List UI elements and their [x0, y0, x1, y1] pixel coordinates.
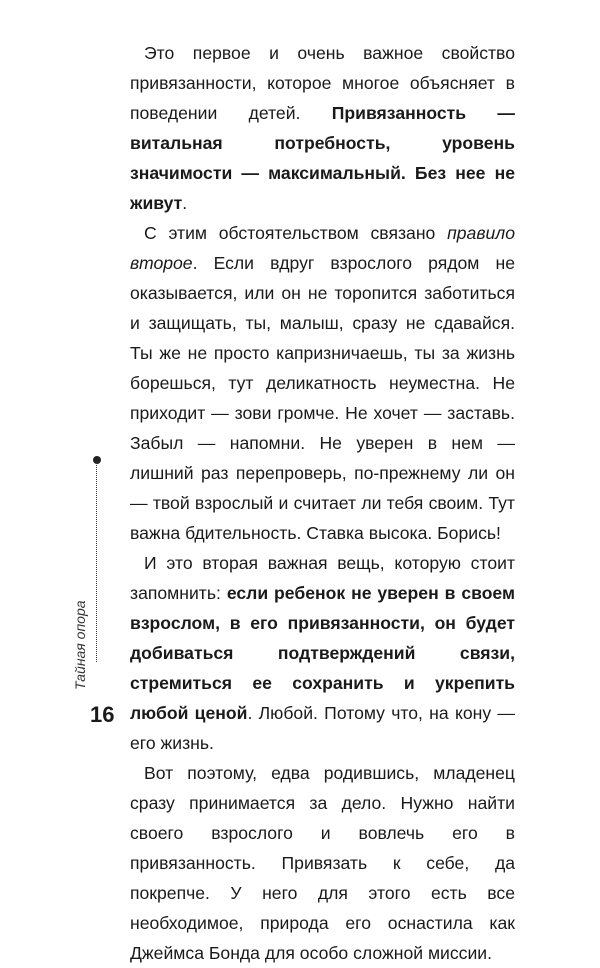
paragraph-1-end: . — [182, 193, 188, 213]
paragraph-1-text: Это первое и очень важное свойство привязанности, которое многое объясняет в поведении детей. — [130, 43, 515, 123]
paragraph-2-text: С этим обстоятельством связано — [144, 223, 448, 243]
paragraph-1-bold: Привязанность — витальная потребность, уровень значимости — максимальный. Без нее не живут — [130, 103, 516, 213]
paragraph-4-text: Вот поэтому, едва родившись, младенец сразу принимается за дело. Нужно найти своего взрослого и вовлечь его в привязанность. Привязать к себе, да покрепче. У него для этого есть все необходимое, природа его оснастила как Джеймса Бонда для особо сложной миссии. — [130, 763, 515, 963]
paragraph-2 — [130, 218, 515, 548]
paragraph-3-text: И это вторая важная вещь, которую стоит запомнить: — [130, 553, 515, 603]
paragraph-3 — [130, 548, 515, 758]
paragraph-2-rest: . Если вдруг взрослого рядом не оказывается, или он не торопится заботиться и защищать, ты, малыш, сразу не сдавайся. Ты же не просто капризничаешь, ты за жизнь борешься, тут деликатность неуместна. Не приходит — зови громче. Не хочет — заставь. Забыл — напомни. Не уверен в нем — лишний раз перепроверь, по-прежнему ли он — твой взрослый и считает ли тебя своим. Тут важна бдительность. Ставка высока. Борись! — [130, 253, 515, 543]
paragraph-3-rest: . Любой. Потому что, на кону — его жизнь. — [130, 703, 515, 753]
page-number: 16 — [90, 702, 115, 727]
paragraph-2-italic: правило второе — [130, 223, 515, 273]
paragraph-1 — [130, 38, 515, 218]
running-title: Тайная опора — [72, 600, 88, 690]
main-text — [130, 38, 515, 968]
paragraph-3-bold: если ребенок не уверен в своем взрослом, в его привязанности, он будет добиваться подтверждений связи, стремиться ее сохранить и укрепить любой ценой — [130, 583, 516, 723]
side-bullet-dot — [93, 456, 101, 464]
side-dotted-rule — [96, 462, 97, 662]
paragraph-4 — [130, 758, 515, 968]
